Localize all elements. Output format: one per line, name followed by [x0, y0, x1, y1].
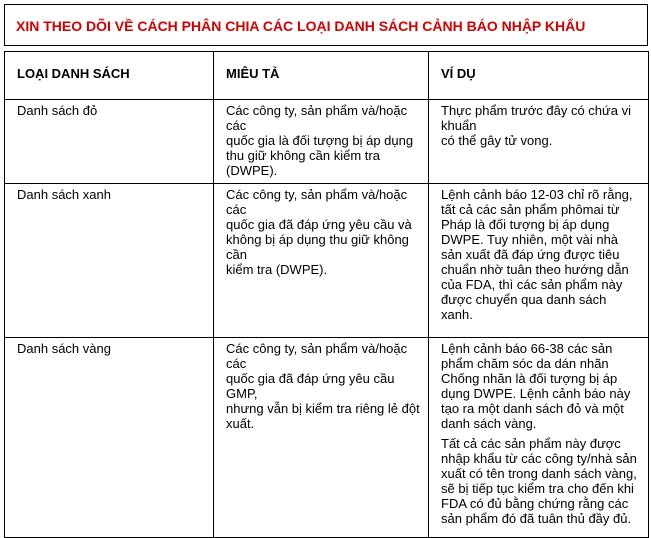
text-line: khuẩn	[441, 118, 477, 133]
text-line: sản xuất đã đáp ứng được tiêu	[441, 247, 620, 262]
text-line: được chuyển qua danh sách xanh.	[441, 292, 607, 322]
text-line: DWPE. Tuy nhiên, một vài nhà	[441, 232, 619, 247]
text-line: nhập khẩu từ các công ty/nhà sản	[441, 451, 637, 466]
text-line: xuất có tên trong danh sách vàng,	[441, 466, 637, 481]
cell-type: Danh sách xanh	[5, 184, 214, 338]
cell-description	[214, 184, 429, 338]
table-header-row	[5, 52, 649, 100]
text-line: (DWPE).	[226, 163, 278, 178]
text-line: nhưng vẫn bị kiểm tra riêng lẻ đột	[226, 401, 420, 416]
text-line: kiểm tra (DWPE).	[226, 262, 328, 277]
text-line: dụng DWPE. Lệnh cảnh báo này	[441, 386, 631, 401]
column-header-description: MIÊU TẢ	[214, 52, 429, 100]
cell-type: Danh sách đỏ	[5, 100, 214, 184]
text-line: không bị áp dụng thu giữ không cần	[226, 232, 409, 262]
page-title: XIN THEO DÕI VỀ CÁCH PHÂN CHIA CÁC LOẠI DANH SÁCH CẢNH BÁO NHẬP KHẨU	[4, 4, 648, 46]
text-line: có thể gây tử vong.	[441, 133, 553, 148]
text-line: FDA có đủ bằng chứng rằng các	[441, 496, 629, 511]
text-line: Tất cả các sản phẩm này được	[441, 436, 621, 451]
text-line: Các công ty, sản phẩm và/hoặc các	[226, 341, 408, 371]
text-line: Các công ty, sản phẩm và/hoặc các	[226, 187, 408, 217]
cell-example	[429, 338, 649, 538]
cell-type: Danh sách vàng	[5, 338, 214, 538]
table-row-yellow-list	[5, 338, 649, 538]
table-row-green-list	[5, 184, 649, 338]
text-line: Pháp là đối tượng bị áp dụng	[441, 217, 610, 232]
text-line: của FDA, thì các sản phẩm này	[441, 277, 623, 292]
text-line: Thực phẩm trước đây có chứa vi	[441, 103, 631, 118]
text-line: Lệnh cảnh báo 66-38 các sản	[441, 341, 613, 356]
text-line: thu giữ không cần kiểm tra	[226, 148, 380, 163]
text-line: Lệnh cảnh báo 12-03 chỉ rõ rằng,	[441, 187, 633, 202]
cell-example	[429, 100, 649, 184]
text-line: danh sách vàng.	[441, 416, 537, 431]
text-line: sản phẩm đó đã tuân thủ đầy đủ.	[441, 511, 632, 526]
text-line: quốc gia đã đáp ứng yêu cầu và	[226, 217, 412, 232]
column-header-example: VÍ DỤ	[429, 52, 649, 100]
text-line: chuẩn nhờ tuân theo hướng dẫn	[441, 262, 629, 277]
text-line: phẩm chăm sóc da dán nhãn	[441, 356, 609, 371]
text-line: sẽ bị tiếp tục kiểm tra cho đến khi	[441, 481, 634, 496]
text-line: quốc gia là đối tượng bị áp dụng	[226, 133, 414, 148]
cell-example	[429, 184, 649, 338]
cell-description	[214, 338, 429, 538]
cell-description	[214, 100, 429, 184]
column-header-type: LOẠI DANH SÁCH	[5, 52, 214, 100]
text-line: Chống nhăn là đối tượng bị áp	[441, 371, 618, 386]
table-row-red-list	[5, 100, 649, 184]
text-line: xuất.	[226, 416, 255, 431]
text-line: quốc gia đã đáp ứng yêu cầu GMP,	[226, 371, 395, 401]
text-line: tất cả các sản phẩm phômai từ	[441, 202, 620, 217]
text-line: tạo ra một danh sách đỏ và một	[441, 401, 624, 416]
text-line: Các công ty, sản phẩm và/hoặc các	[226, 103, 408, 133]
warning-list-table	[4, 51, 649, 538]
